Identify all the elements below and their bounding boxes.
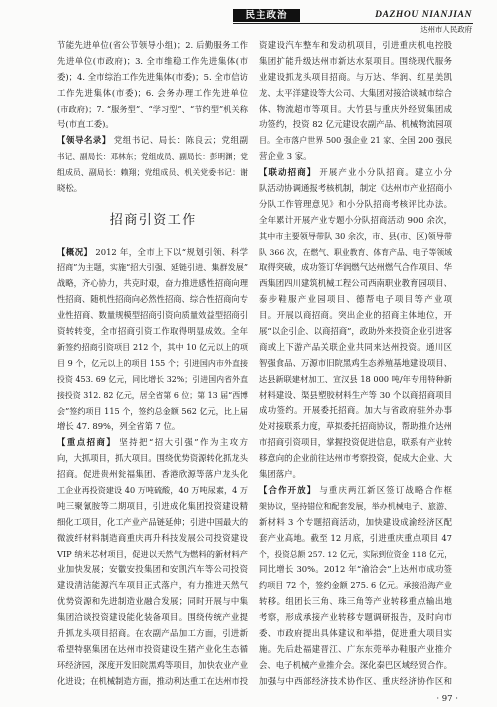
text-line: 化进设；在机械制造方面，推动利达重工在达州市投 bbox=[57, 675, 248, 686]
right-column bbox=[259, 38, 452, 690]
text-line: 达县新联建材加工、宣汉县 18 000 吨/年专用特种新 bbox=[259, 373, 452, 384]
text-line: 考察，形成承接产业转移专题调研报告，及时向市 bbox=[259, 612, 452, 623]
text-line: 移意向的企业前往达州市考察投资，促成大企业、大 bbox=[259, 453, 452, 464]
leaders-paragraph bbox=[57, 133, 248, 197]
text-line: 战略，齐心协力，共克时艰，奋力推进感性招商向理 bbox=[57, 278, 248, 289]
text-line: 先进单位(市政府)；3. 全市维稳工作先进集体(市 bbox=[57, 55, 248, 66]
text-run: 开展产业小分队招商。建立小分 bbox=[319, 167, 452, 178]
page-number: · 97 · bbox=[436, 694, 458, 704]
paragraph-label: 【联动招商】 bbox=[259, 167, 317, 178]
text-line: 架协议，坚持错位和配套发展，举办机械电子、旅游、 bbox=[259, 501, 452, 511]
key-investment-paragraph bbox=[57, 435, 248, 689]
text-line bbox=[57, 133, 248, 149]
text-line: 书记、副局长：邓林东；党组成员、副局长：彭明渊；党 bbox=[57, 152, 248, 162]
text-line: 取得突破，成功签订华润燃气达州燃气合作项目、华 bbox=[259, 262, 452, 273]
journal-name: DAZHOU NIANJIAN bbox=[375, 10, 472, 20]
text-line: 优势资源和先进制造业融合发展；同时开展与中集 bbox=[57, 596, 248, 607]
text-line: 转移。组团长三角、珠三角等产业转移重点输出地 bbox=[259, 596, 452, 607]
text-line: 吨三聚氰胺等二期项目，引进成化集团投资建设精 bbox=[57, 500, 248, 511]
text-line: 增长 47. 89%，列全省第 7 位。 bbox=[57, 421, 181, 432]
text-line: 施。先后赴福建晋江、广东东莞举办鞋服产业推介 bbox=[259, 643, 452, 654]
linked-investment-paragraph bbox=[259, 165, 452, 483]
text-line: 其中市主要领导带队 30 余次，市、县(市、区)领导带 bbox=[259, 230, 452, 241]
text-line: 目 9 个，亿元以上的项目 155 个；引进国内市外直接 bbox=[57, 358, 248, 368]
text-line: 组成员、副局长：赖翔；党组成员、机关党委书记：谢 bbox=[57, 168, 248, 178]
text-line: 资建设汽车整车和发动机项目，引进重庆机电控股 bbox=[259, 40, 452, 50]
text-line: 建设清洁能源汽车项目正式落户，有力推进天然气 bbox=[57, 580, 248, 591]
text-line: 处对接联系力度，草拟委托招商协议，帮助推介达州 bbox=[259, 421, 452, 432]
text-line: (市政府)；7. “服务型”、“学习型”、“节约型”机关称 bbox=[57, 103, 248, 114]
text-run: 2012 年，全市上下以“规划引领、科学 bbox=[95, 246, 248, 257]
text-line: 商或上下游产品关联企业共同来达州投资。通川区 bbox=[259, 341, 452, 352]
text-line: 集团落户。 bbox=[259, 469, 301, 480]
text-line: 队 366 次，在燃气、职业教育、体育产品、电子等领域 bbox=[259, 247, 452, 257]
text-line: 升抓龙头项目招商。在农副产品加工方面，引进新 bbox=[57, 627, 248, 638]
text-line: 龙、太平洋建设等大公司、大集团对接洽谈城市综合 bbox=[259, 87, 452, 98]
text-line: 约项目 72 个，签约金额 275. 6 亿元。承接沿海产业 bbox=[259, 580, 452, 591]
text-line: 业性招商、数量规模型招商引资向质量效益型招商引 bbox=[57, 310, 248, 321]
paragraph-label: 【合作开放】 bbox=[259, 484, 317, 495]
cooperation-paragraph bbox=[259, 483, 452, 690]
text-line: 泰步鞋服产业园项目、德帮电子项目等产业项 bbox=[259, 294, 452, 305]
text-line bbox=[57, 435, 248, 451]
text-line: 希望特驱集团在达州市投资建设生猪产业化生态循 bbox=[57, 643, 248, 654]
text-line: 材料建设、渠县塑胶材料生产等 30 个以商招商项目 bbox=[259, 389, 452, 400]
text-line: 集团洽谈投资建设能化装备项目。围绕传统产业提 bbox=[57, 612, 248, 623]
text-line: 西集团四川建筑机械工程公司西南职业教育园项目、 bbox=[259, 278, 452, 289]
text-line: 营企业 3 家。 bbox=[259, 151, 312, 162]
text-line: 会”签约项目 115 个，签约总金额 562 亿元，比上届 bbox=[57, 405, 248, 416]
text-line: 委)；4. 全市综治工作先进集体(市委)；5. 全市信访 bbox=[57, 71, 248, 82]
header-rule bbox=[233, 23, 473, 24]
text-line: 微波纤材料制造商重庆再升科技发展公司投资建设 bbox=[57, 532, 248, 543]
text-line: 业建设抓龙头项目招商。与万达、华润、红星美凯 bbox=[259, 71, 452, 82]
text-line: 晓松。 bbox=[57, 183, 83, 194]
publisher-name: 达州市人民政府 bbox=[420, 25, 472, 34]
paragraph-label: 【领导名录】 bbox=[57, 135, 111, 146]
text-line: 资转转变，全市招商引资工作取得明显成效。全年 bbox=[57, 326, 248, 337]
text-line: 投资 453. 69 亿元，同比增长 32%；引进国内省外直 bbox=[57, 374, 248, 384]
text-line: 性招商、随机性招商向必然性招商、综合性招商向专 bbox=[57, 294, 248, 305]
text-line: 体、物流超市等项目。大竹县与重庆外经贸集团成 bbox=[259, 103, 452, 114]
key-investment-continued bbox=[259, 38, 452, 165]
text-line: VIP 纳米芯材项目，促进以天然气为燃料的新材料产 bbox=[57, 548, 248, 559]
text-line: 队活动协调通报考核机制，制定《达州市产业招商小 bbox=[259, 183, 452, 194]
text-line: 新材料 3 个专题招商活动，加快建设成渝经济区配 bbox=[259, 516, 452, 527]
text-line: 加强与中西部经济技术协作区、重庆经济协作区和 bbox=[259, 675, 452, 686]
left-column bbox=[57, 38, 248, 690]
text-line bbox=[259, 165, 452, 181]
paragraph-label: 【重点招商】 bbox=[57, 437, 117, 448]
text-line: 招商”为主题，实施“招大引强、延链引进、集群发展” bbox=[57, 262, 248, 273]
text-line: 市招商引资项目，掌握投资促进信息，联系有产业转 bbox=[259, 437, 452, 448]
text-line: 接投资 312. 82 亿元，居全省第 6 位；第 13 届“西博 bbox=[57, 390, 248, 400]
text-line: 新签约招商引资项目 212 个，其中 10 亿元以上的项 bbox=[57, 341, 248, 352]
text-line: 集团扩能升级达州市新达水泵项目。围绕现代服务 bbox=[259, 55, 452, 66]
text-line: 委、市政府提出具体建议和举措，促进重大项目实 bbox=[259, 627, 452, 638]
text-line: 个，投资总额 257. 12 亿元，实际到位资金 118 亿元， bbox=[259, 549, 452, 559]
text-line: 工企业再投资建设 40 万吨硫酸，40 万吨尿素，4 万 bbox=[57, 484, 248, 495]
text-line: 目。全市落户世界 500 强企业 21 家、全国 200 强民 bbox=[259, 136, 452, 146]
text-line: 分队工作管理意见》和小分队招商考核评比办法。 bbox=[259, 198, 452, 209]
text-line: 全年累计开展产业专题小分队招商活动 900 余次， bbox=[259, 214, 452, 225]
text-line: 目。开展以商招商。突出企业的招商主体地位，开 bbox=[259, 310, 452, 321]
text-line: 功签约，投资 82 亿元建设农副产品、机械物流园项 bbox=[259, 119, 452, 130]
text-line: 招商。促进贵州瓮福集团、香港欣源等落户龙头化 bbox=[57, 469, 248, 480]
text-line: 会、电子机械产业推介会。深化秦巴区域经贸合作。 bbox=[259, 659, 452, 670]
text-line bbox=[259, 483, 452, 499]
text-line bbox=[57, 245, 248, 261]
text-line: 成功签约。开展委托招商。加大与省政府驻外办事 bbox=[259, 405, 452, 416]
section-title: 招商引资工作 bbox=[109, 212, 197, 228]
text-run: 党组书记、局长：陈良云；党组副 bbox=[113, 135, 248, 146]
text-line: 业加快发展；安徽安投集团和安凯汽车等公司投资 bbox=[57, 564, 248, 575]
text-line: 展“以企引企、以商招商”，政助外来投资企业引进客 bbox=[259, 326, 452, 337]
text-line: 节能先进单位(省公节领导小组)；2. 后勤服务工作 bbox=[57, 40, 248, 50]
text-run: 坚持把“招大引强”作为主攻方 bbox=[119, 437, 248, 448]
text-line: 同比增长 30%。2012 年“渝洽会”上达州市成功签 bbox=[259, 564, 452, 575]
text-run: 与重庆两江新区签订战略合作框 bbox=[319, 484, 452, 495]
section-tag: 民主政治 bbox=[233, 9, 300, 22]
paragraph-label: 【概况】 bbox=[57, 246, 93, 257]
text-line: 向，大抓项目，抓大项目。围绕优势资源转化抓龙头 bbox=[57, 453, 248, 464]
text-line: 智强食品、万源市旧院黑鸡生态养殖基地建设项目、 bbox=[259, 357, 452, 368]
text-line: 环经济园，深度开发旧院黑鸡等项目，加快农业产业 bbox=[57, 659, 248, 670]
honors-paragraph bbox=[57, 38, 248, 133]
text-line: 工作先进集体(市委)；6. 会务办理工作先进单位 bbox=[57, 87, 248, 98]
text-line: 细化工项目，化工产业产品链延伸；引进中国最大的 bbox=[57, 516, 248, 527]
overview-paragraph bbox=[57, 245, 248, 436]
text-line: 套产业高地。截至 12 月底，引进重庆重点项目 47 bbox=[259, 532, 452, 543]
text-line: 号(市直工委)。 bbox=[57, 119, 114, 130]
